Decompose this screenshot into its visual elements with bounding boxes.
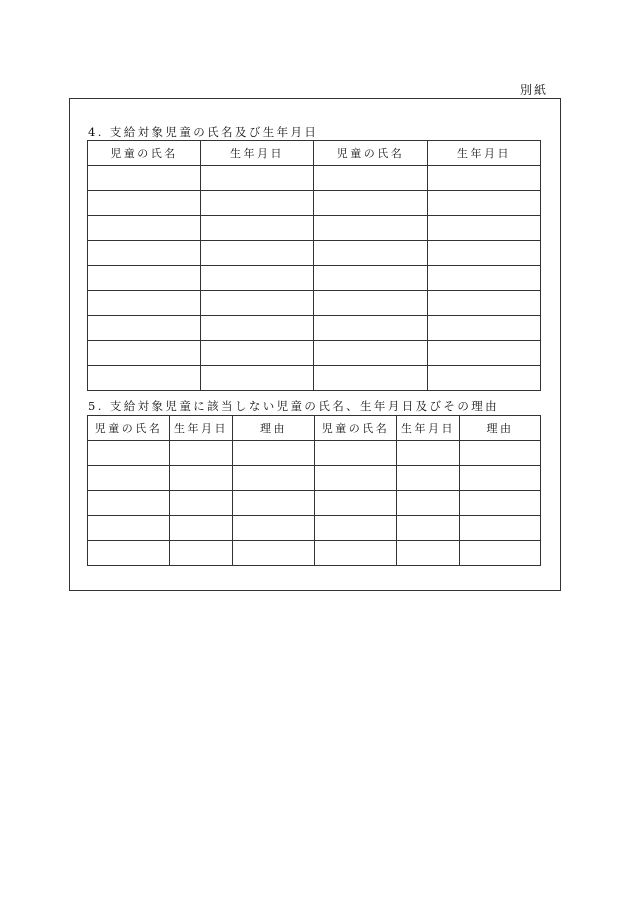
column-header-child-name: 児童の氏名	[88, 416, 170, 441]
table-row	[88, 366, 541, 391]
table-cell[interactable]	[88, 316, 201, 341]
section-4-table	[87, 140, 541, 391]
table-cell[interactable]	[233, 441, 315, 466]
table-cell[interactable]	[428, 266, 541, 291]
table-cell[interactable]	[460, 516, 541, 541]
column-header-reason: 理由	[233, 416, 315, 441]
table-cell[interactable]	[170, 541, 233, 566]
table-row	[88, 316, 541, 341]
column-header-child-name: 児童の氏名	[315, 416, 397, 441]
table-cell[interactable]	[397, 441, 460, 466]
table-cell[interactable]	[315, 516, 397, 541]
column-header-birthdate: 生年月日	[428, 141, 541, 166]
table-cell[interactable]	[88, 266, 201, 291]
column-header-reason: 理由	[460, 416, 541, 441]
table-cell[interactable]	[170, 466, 233, 491]
table-cell[interactable]	[201, 216, 314, 241]
table-cell[interactable]	[314, 366, 428, 391]
table-cell[interactable]	[314, 191, 428, 216]
table-cell[interactable]	[88, 291, 201, 316]
table-cell[interactable]	[314, 266, 428, 291]
table-cell[interactable]	[201, 191, 314, 216]
table-cell[interactable]	[170, 491, 233, 516]
table-cell[interactable]	[428, 241, 541, 266]
table-row	[88, 291, 541, 316]
table-cell[interactable]	[314, 166, 428, 191]
column-header-child-name: 児童の氏名	[88, 141, 201, 166]
table-cell[interactable]	[314, 291, 428, 316]
table-cell[interactable]	[88, 191, 201, 216]
table-cell[interactable]	[314, 316, 428, 341]
attachment-label: 別紙	[520, 83, 549, 97]
table-row	[88, 491, 541, 516]
section-5-table	[87, 415, 541, 566]
table-cell[interactable]	[460, 441, 541, 466]
table-cell[interactable]	[315, 441, 397, 466]
table-row	[88, 466, 541, 491]
table-row	[88, 216, 541, 241]
table-row	[88, 166, 541, 191]
table-cell[interactable]	[315, 491, 397, 516]
table-row	[88, 241, 541, 266]
table-cell[interactable]	[428, 341, 541, 366]
table-cell[interactable]	[88, 516, 170, 541]
table-cell[interactable]	[170, 441, 233, 466]
table-row	[88, 441, 541, 466]
table-cell[interactable]	[233, 491, 315, 516]
table-cell[interactable]	[201, 341, 314, 366]
table-cell[interactable]	[314, 241, 428, 266]
column-header-birthdate: 生年月日	[170, 416, 233, 441]
table-cell[interactable]	[397, 491, 460, 516]
column-header-birthdate: 生年月日	[201, 141, 314, 166]
table-row	[88, 191, 541, 216]
column-header-child-name: 児童の氏名	[314, 141, 428, 166]
table-cell[interactable]	[314, 341, 428, 366]
table-header-row	[88, 141, 541, 166]
table-cell[interactable]	[88, 241, 201, 266]
table-cell[interactable]	[233, 466, 315, 491]
table-cell[interactable]	[428, 166, 541, 191]
table-cell[interactable]	[460, 491, 541, 516]
table-cell[interactable]	[397, 466, 460, 491]
table-cell[interactable]	[201, 366, 314, 391]
table-cell[interactable]	[397, 541, 460, 566]
section-4-title: 4. 支給対象児童の氏名及び生年月日	[88, 125, 319, 139]
table-cell[interactable]	[201, 316, 314, 341]
table-cell[interactable]	[88, 466, 170, 491]
table-cell[interactable]	[315, 541, 397, 566]
table-cell[interactable]	[88, 541, 170, 566]
table-row	[88, 516, 541, 541]
table-cell[interactable]	[88, 441, 170, 466]
section-5-title: 5. 支給対象児童に該当しない児童の氏名、生年月日及びその理由	[88, 399, 500, 413]
table-row	[88, 341, 541, 366]
table-cell[interactable]	[428, 316, 541, 341]
table-cell[interactable]	[314, 216, 428, 241]
table-cell[interactable]	[88, 166, 201, 191]
table-cell[interactable]	[428, 216, 541, 241]
table-cell[interactable]	[201, 266, 314, 291]
table-cell[interactable]	[428, 291, 541, 316]
table-cell[interactable]	[233, 541, 315, 566]
table-cell[interactable]	[88, 341, 201, 366]
table-row	[88, 541, 541, 566]
table-cell[interactable]	[315, 466, 397, 491]
table-cell[interactable]	[201, 166, 314, 191]
table-cell[interactable]	[428, 366, 541, 391]
table-cell[interactable]	[428, 191, 541, 216]
table-cell[interactable]	[201, 291, 314, 316]
table-cell[interactable]	[233, 516, 315, 541]
table-cell[interactable]	[88, 366, 201, 391]
column-header-birthdate: 生年月日	[397, 416, 460, 441]
table-cell[interactable]	[88, 491, 170, 516]
table-cell[interactable]	[397, 516, 460, 541]
table-cell[interactable]	[88, 216, 201, 241]
table-row	[88, 266, 541, 291]
table-cell[interactable]	[460, 466, 541, 491]
table-cell[interactable]	[170, 516, 233, 541]
table-cell[interactable]	[201, 241, 314, 266]
table-cell[interactable]	[460, 541, 541, 566]
table-header-row	[88, 416, 541, 441]
